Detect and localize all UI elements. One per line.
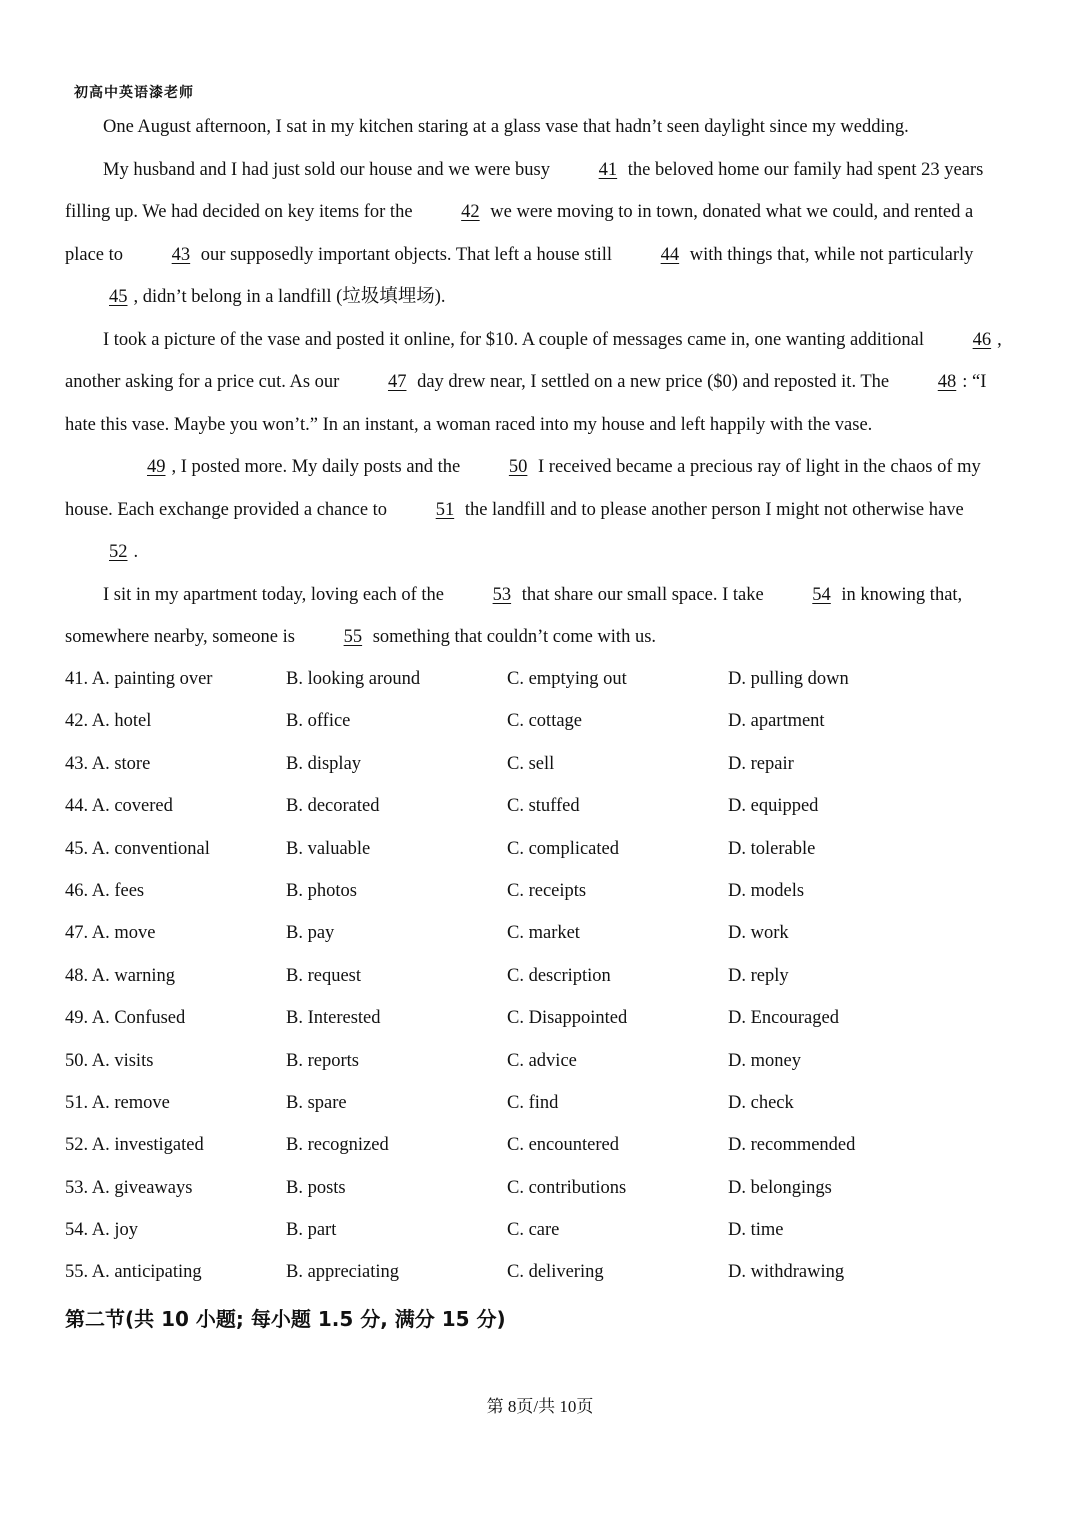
option-A: 42. A. hotel	[65, 711, 152, 732]
question-47-options	[65, 912, 1015, 954]
option-D: D. models	[728, 880, 805, 901]
question-45-options	[65, 828, 1015, 870]
question-53-options	[65, 1167, 1015, 1209]
option-B: B. decorated	[286, 796, 380, 817]
passage-text: we were moving to in town, donated what we could, and rented a place to	[65, 202, 974, 265]
option-C: C. find	[507, 1092, 559, 1113]
option-B: B. request	[286, 965, 362, 986]
passage-text: I sit in my apartment today, loving each of the	[103, 584, 449, 605]
option-C: C. advice	[507, 1050, 577, 1071]
option-A: 53. A. giveaways	[65, 1177, 193, 1198]
question-54-options	[65, 1209, 1015, 1251]
passage-text: , I posted more. My daily posts and the	[171, 457, 465, 477]
passage-text: , another asking for a price cut. As our	[65, 329, 1002, 392]
option-C: C. emptying out	[507, 669, 627, 689]
option-B: B. reports	[286, 1050, 359, 1071]
option-D: D. money	[728, 1050, 801, 1071]
option-B: B. recognized	[286, 1135, 389, 1156]
passage-text: that share our small space. I take	[517, 584, 769, 605]
option-C: C. receipts	[507, 880, 587, 901]
question-51-options	[65, 1082, 1015, 1124]
option-B: B. pay	[286, 923, 335, 944]
option-A: 55. A. anticipating	[65, 1262, 202, 1283]
question-46-options	[65, 870, 1015, 912]
option-A: 46. A. fees	[65, 880, 145, 901]
passage-text: I received became a precious ray of light in the chaos of my house. Each exchange provided a chance to	[65, 457, 981, 520]
passage-text: : “I hate this vase. Maybe you won’t.” In an instant, a woman raced into my house and left happily with the vase.	[65, 372, 987, 435]
option-B: B. valuable	[286, 838, 371, 859]
blank-55: 55	[343, 627, 363, 647]
passage-text: in knowing that, somewhere nearby, someone is	[65, 584, 963, 647]
option-D: D. time	[728, 1220, 784, 1241]
question-44-options	[65, 785, 1015, 827]
option-A: 50. A. visits	[65, 1050, 154, 1071]
blank-52: 52	[109, 542, 128, 562]
option-D: D. repair	[728, 753, 794, 774]
option-A: 47. A. move	[65, 923, 156, 944]
option-A: 45. A. conventional	[65, 838, 210, 859]
blank-44: 44	[660, 244, 680, 265]
option-A: 51. A. remove	[65, 1092, 170, 1113]
passage-text: My husband and I had just sold our house and we were busy	[103, 159, 555, 180]
option-D: D. withdrawing	[728, 1262, 845, 1283]
option-C: C. sell	[507, 753, 555, 774]
blank-50: 50	[508, 457, 528, 477]
option-A: 44. A. covered	[65, 796, 173, 817]
option-C: C. market	[507, 923, 580, 944]
page-number: 第 8页/共 10页	[486, 1397, 594, 1416]
passage-paragraph	[65, 319, 1015, 447]
blank-53: 53	[492, 584, 512, 605]
passage-text: the landfill and to please another person I might not otherwise have	[460, 499, 964, 520]
question-55-options	[65, 1251, 1015, 1293]
option-A: 43. A. store	[65, 753, 151, 774]
blank-41: 41	[598, 159, 618, 180]
option-B: B. posts	[286, 1177, 346, 1198]
option-A: 49. A. Confused	[65, 1008, 186, 1029]
passage-text: I took a picture of the vase and posted it online, for $10. A couple of messages came in, one wanting additional	[103, 329, 929, 350]
option-B: B. photos	[286, 880, 357, 901]
option-B: B. display	[286, 753, 362, 774]
option-D: D. check	[728, 1092, 794, 1113]
option-D: D. apartment	[728, 711, 825, 732]
passage-paragraph	[65, 149, 1015, 319]
question-43-options	[65, 743, 1015, 785]
section-title: 第二节(共 10 小题; 每小题 1.5 分, 满分 15 分)	[65, 1307, 506, 1331]
cloze-passage	[65, 106, 1015, 659]
option-C: C. cottage	[507, 711, 583, 732]
passage-paragraph	[65, 106, 1015, 149]
question-50-options	[65, 1040, 1015, 1082]
option-A: 48. A. warning	[65, 965, 175, 986]
option-C: C. stuffed	[507, 796, 580, 817]
option-D: D. equipped	[728, 796, 819, 817]
option-B: B. part	[286, 1220, 337, 1241]
question-41-options	[65, 658, 1015, 700]
option-B: B. Interested	[286, 1008, 381, 1029]
passage-text: the beloved home our family had spent 23 years filling up. We had decided on key items for the	[65, 159, 984, 222]
option-C: C. Disappointed	[507, 1008, 628, 1029]
passage-text: something that couldn’t come with us.	[368, 627, 657, 647]
option-B: B. office	[286, 711, 351, 732]
passage-text: with things that, while not particularly	[685, 244, 974, 265]
blank-46: 46	[972, 329, 992, 350]
option-B: B. looking around	[286, 669, 421, 689]
blank-54: 54	[812, 584, 831, 605]
blank-47: 47	[387, 372, 407, 392]
blank-45: 45	[109, 287, 128, 307]
passage-paragraph	[65, 574, 1015, 659]
option-D: D. recommended	[728, 1135, 856, 1156]
header-note: 初高中英语漆老师	[74, 85, 194, 101]
option-C: C. complicated	[507, 838, 619, 859]
passage-text: One August afternoon, I sat in my kitchen staring at a glass vase that hadn’t seen daylight since my wedding.	[103, 117, 909, 137]
option-D: D. work	[728, 923, 789, 944]
option-D: D. belongings	[728, 1177, 832, 1198]
option-A: 41. A. painting over	[65, 669, 213, 689]
question-52-options	[65, 1124, 1015, 1166]
passage-paragraph	[65, 446, 1015, 574]
blank-43: 43	[171, 244, 191, 265]
blank-49: 49	[147, 457, 166, 477]
option-D: D. pulling down	[728, 669, 849, 689]
blank-48: 48	[937, 372, 957, 392]
option-D: D. tolerable	[728, 838, 816, 859]
blank-51: 51	[435, 499, 455, 520]
option-A: 54. A. joy	[65, 1220, 138, 1241]
option-C: C. delivering	[507, 1262, 604, 1283]
option-C: C. description	[507, 965, 611, 986]
option-B: B. appreciating	[286, 1262, 400, 1283]
option-C: C. care	[507, 1220, 560, 1241]
blank-42: 42	[461, 202, 480, 222]
option-D: D. reply	[728, 965, 789, 986]
option-C: C. encountered	[507, 1135, 619, 1156]
option-C: C. contributions	[507, 1177, 627, 1198]
question-48-options	[65, 955, 1015, 997]
passage-text: , didn’t belong in a landfill (垃圾填埋场).	[133, 287, 446, 307]
option-D: D. Encouraged	[728, 1008, 839, 1029]
answer-options	[65, 658, 1015, 1294]
question-42-options	[65, 700, 1015, 742]
passage-text: our supposedly important objects. That left a house still	[196, 244, 617, 265]
question-49-options	[65, 997, 1015, 1039]
passage-text: day drew near, I settled on a new price ($0) and reposted it. The	[412, 372, 894, 392]
option-A: 52. A. investigated	[65, 1135, 204, 1156]
option-B: B. spare	[286, 1092, 347, 1113]
passage-text: .	[133, 542, 139, 562]
